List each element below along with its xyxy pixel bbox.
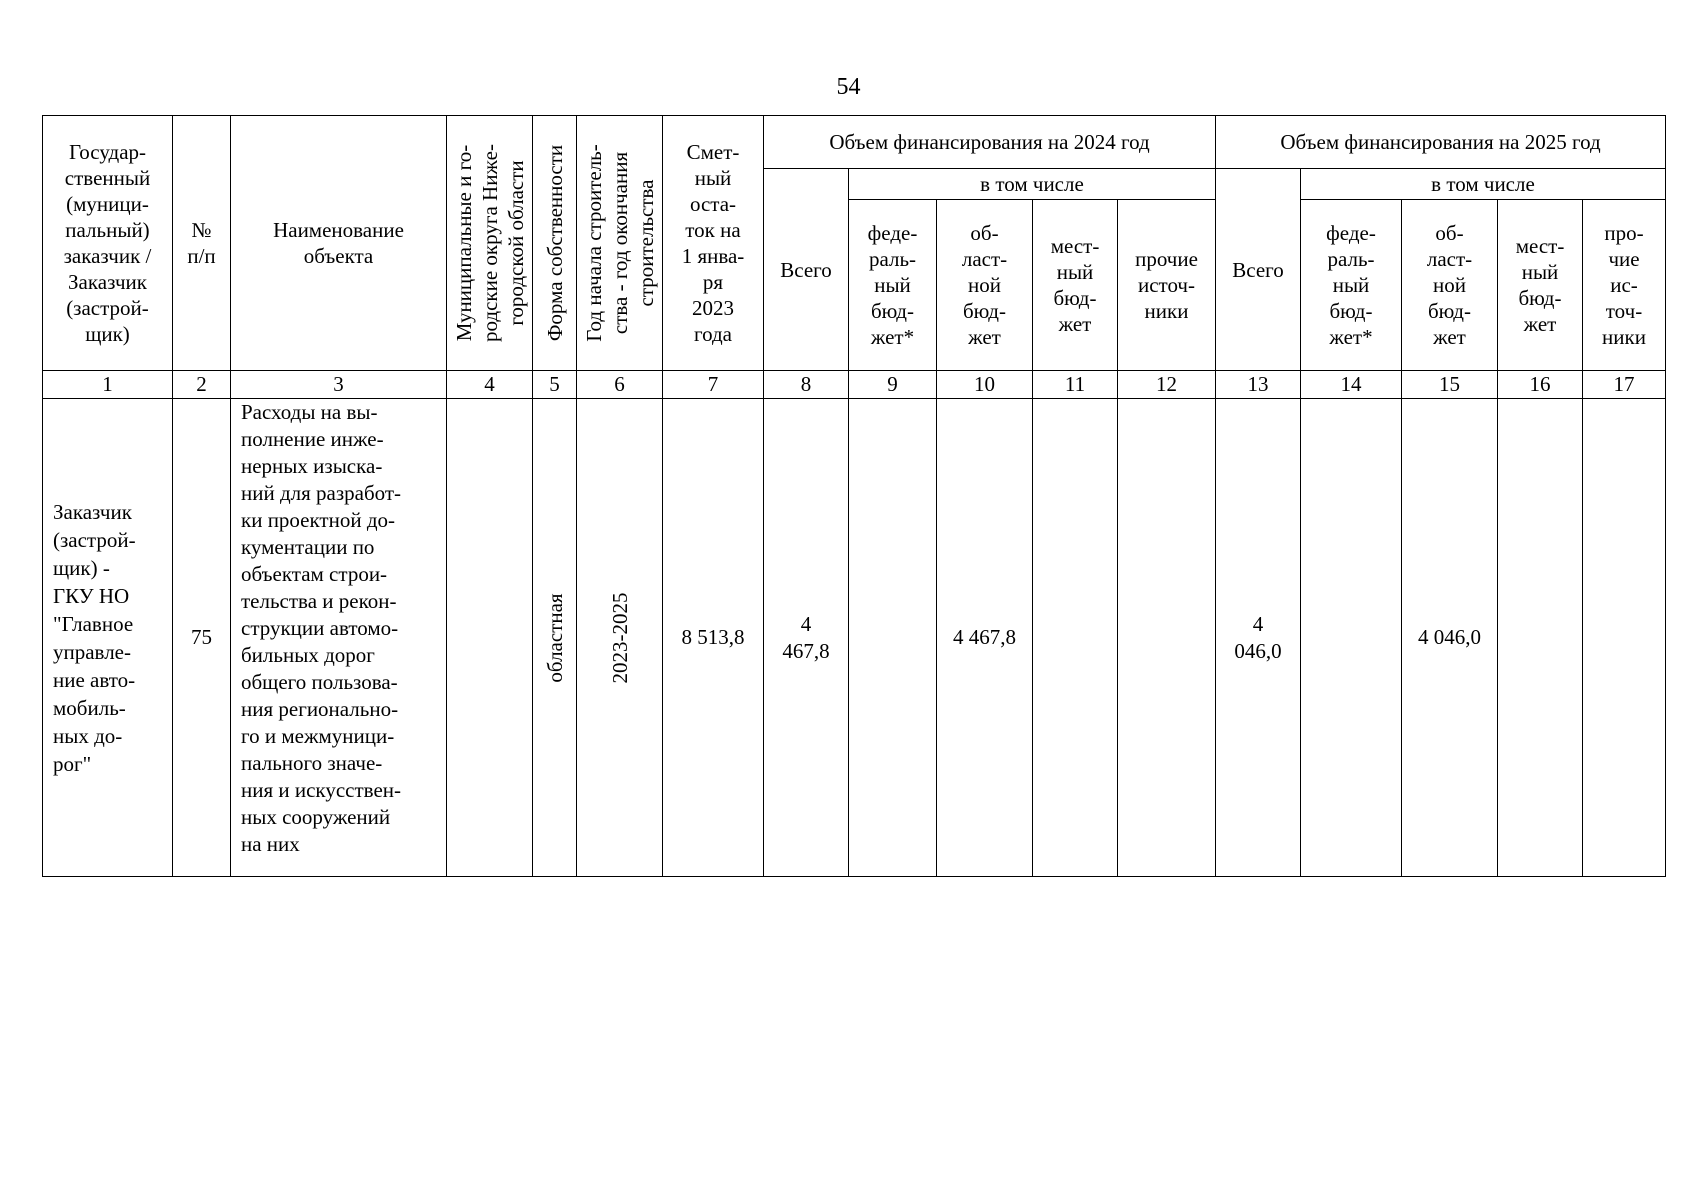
header-estimated-balance: Смет- ный оста- ток на 1 янва- ря 2023 года: [663, 116, 764, 371]
header-number: № п/п: [173, 116, 231, 371]
header-funding-2025: Объем финансирования на 2025 год: [1216, 116, 1666, 169]
column-number: 3: [231, 371, 447, 399]
column-number: 2: [173, 371, 231, 399]
municipality-cell: [447, 399, 533, 877]
column-number: 14: [1301, 371, 1402, 399]
header-regional-2025: об- ласт- ной бюд- жет: [1402, 200, 1498, 371]
header-years-text: Год начала строитель- ства - год окончания строительства: [581, 144, 658, 342]
total-2024-cell: 4 467,8: [764, 399, 849, 877]
other-2024-cell: [1118, 399, 1216, 877]
object-name-cell: Расходы на вы- полнение инже- нерных изыска- ний для разработ- ки проектной до- кументации по объектам строи- тельства и рекон- струкции автомо- бильных дорог общего пользова- ния регионально- го и межмуници- пального значе- ния и искусствен- ных сооружений на них: [231, 399, 447, 877]
header-regional-2024: об- ласт- ной бюд- жет: [937, 200, 1033, 371]
column-numbers-row: [43, 371, 1666, 399]
ownership-cell: [533, 399, 577, 877]
column-number: 5: [533, 371, 577, 399]
column-number: 7: [663, 371, 764, 399]
header-total-2024: Всего: [764, 169, 849, 371]
header-years: [577, 116, 663, 371]
local-2025-cell: [1498, 399, 1583, 877]
table-row: [43, 399, 1666, 877]
page-number: 54: [836, 74, 861, 100]
column-number: 11: [1033, 371, 1118, 399]
column-number: 6: [577, 371, 663, 399]
column-number: 9: [849, 371, 937, 399]
header-including-2025: в том числе: [1301, 169, 1666, 200]
column-number: 10: [937, 371, 1033, 399]
ownership-text: областная: [542, 592, 567, 683]
header-local-2024: мест- ный бюд- жет: [1033, 200, 1118, 371]
regional-2024-cell: 4 467,8: [937, 399, 1033, 877]
header-federal-2025: феде- раль- ный бюд- жет*: [1301, 200, 1402, 371]
funding-table: [42, 115, 1666, 877]
column-number: 16: [1498, 371, 1583, 399]
years-text: 2023-2025: [607, 592, 632, 683]
header-ownership: [533, 116, 577, 371]
local-2024-cell: [1033, 399, 1118, 877]
header-other-2024: прочие источ- ники: [1118, 200, 1216, 371]
federal-2024-cell: [849, 399, 937, 877]
header-total-2025: Всего: [1216, 169, 1301, 371]
column-number: 13: [1216, 371, 1301, 399]
header-federal-2024: феде- раль- ный бюд- жет*: [849, 200, 937, 371]
years-cell: [577, 399, 663, 877]
header-other-2025: про- чие ис- точ- ники: [1583, 200, 1666, 371]
customer-cell: Заказчик (застрой- щик) - ГКУ НО "Главное управле- ние авто- мобиль- ных до- рог": [43, 399, 173, 877]
header-including-2024: в том числе: [849, 169, 1216, 200]
header-municipality-text: Муниципальные и го- родские округа Ниже- городской области: [451, 144, 528, 342]
header-ownership-text: Форма собственности: [542, 144, 567, 342]
header-object-name: Наименование объекта: [231, 116, 447, 371]
regional-2025-cell: 4 046,0: [1402, 399, 1498, 877]
estimated-balance-cell: 8 513,8: [663, 399, 764, 877]
column-number: 15: [1402, 371, 1498, 399]
column-number: 12: [1118, 371, 1216, 399]
column-number: 17: [1583, 371, 1666, 399]
federal-2025-cell: [1301, 399, 1402, 877]
header-funding-2024: Объем финансирования на 2024 год: [764, 116, 1216, 169]
column-number: 8: [764, 371, 849, 399]
column-number: 4: [447, 371, 533, 399]
row-number-cell: 75: [173, 399, 231, 877]
header-local-2025: мест- ный бюд- жет: [1498, 200, 1583, 371]
column-number: 1: [43, 371, 173, 399]
total-2025-cell: 4 046,0: [1216, 399, 1301, 877]
header-customer: Государ- ственный (муници- пальный) заказчик / Заказчик (застрой- щик): [43, 116, 173, 371]
header-municipality: [447, 116, 533, 371]
other-2025-cell: [1583, 399, 1666, 877]
